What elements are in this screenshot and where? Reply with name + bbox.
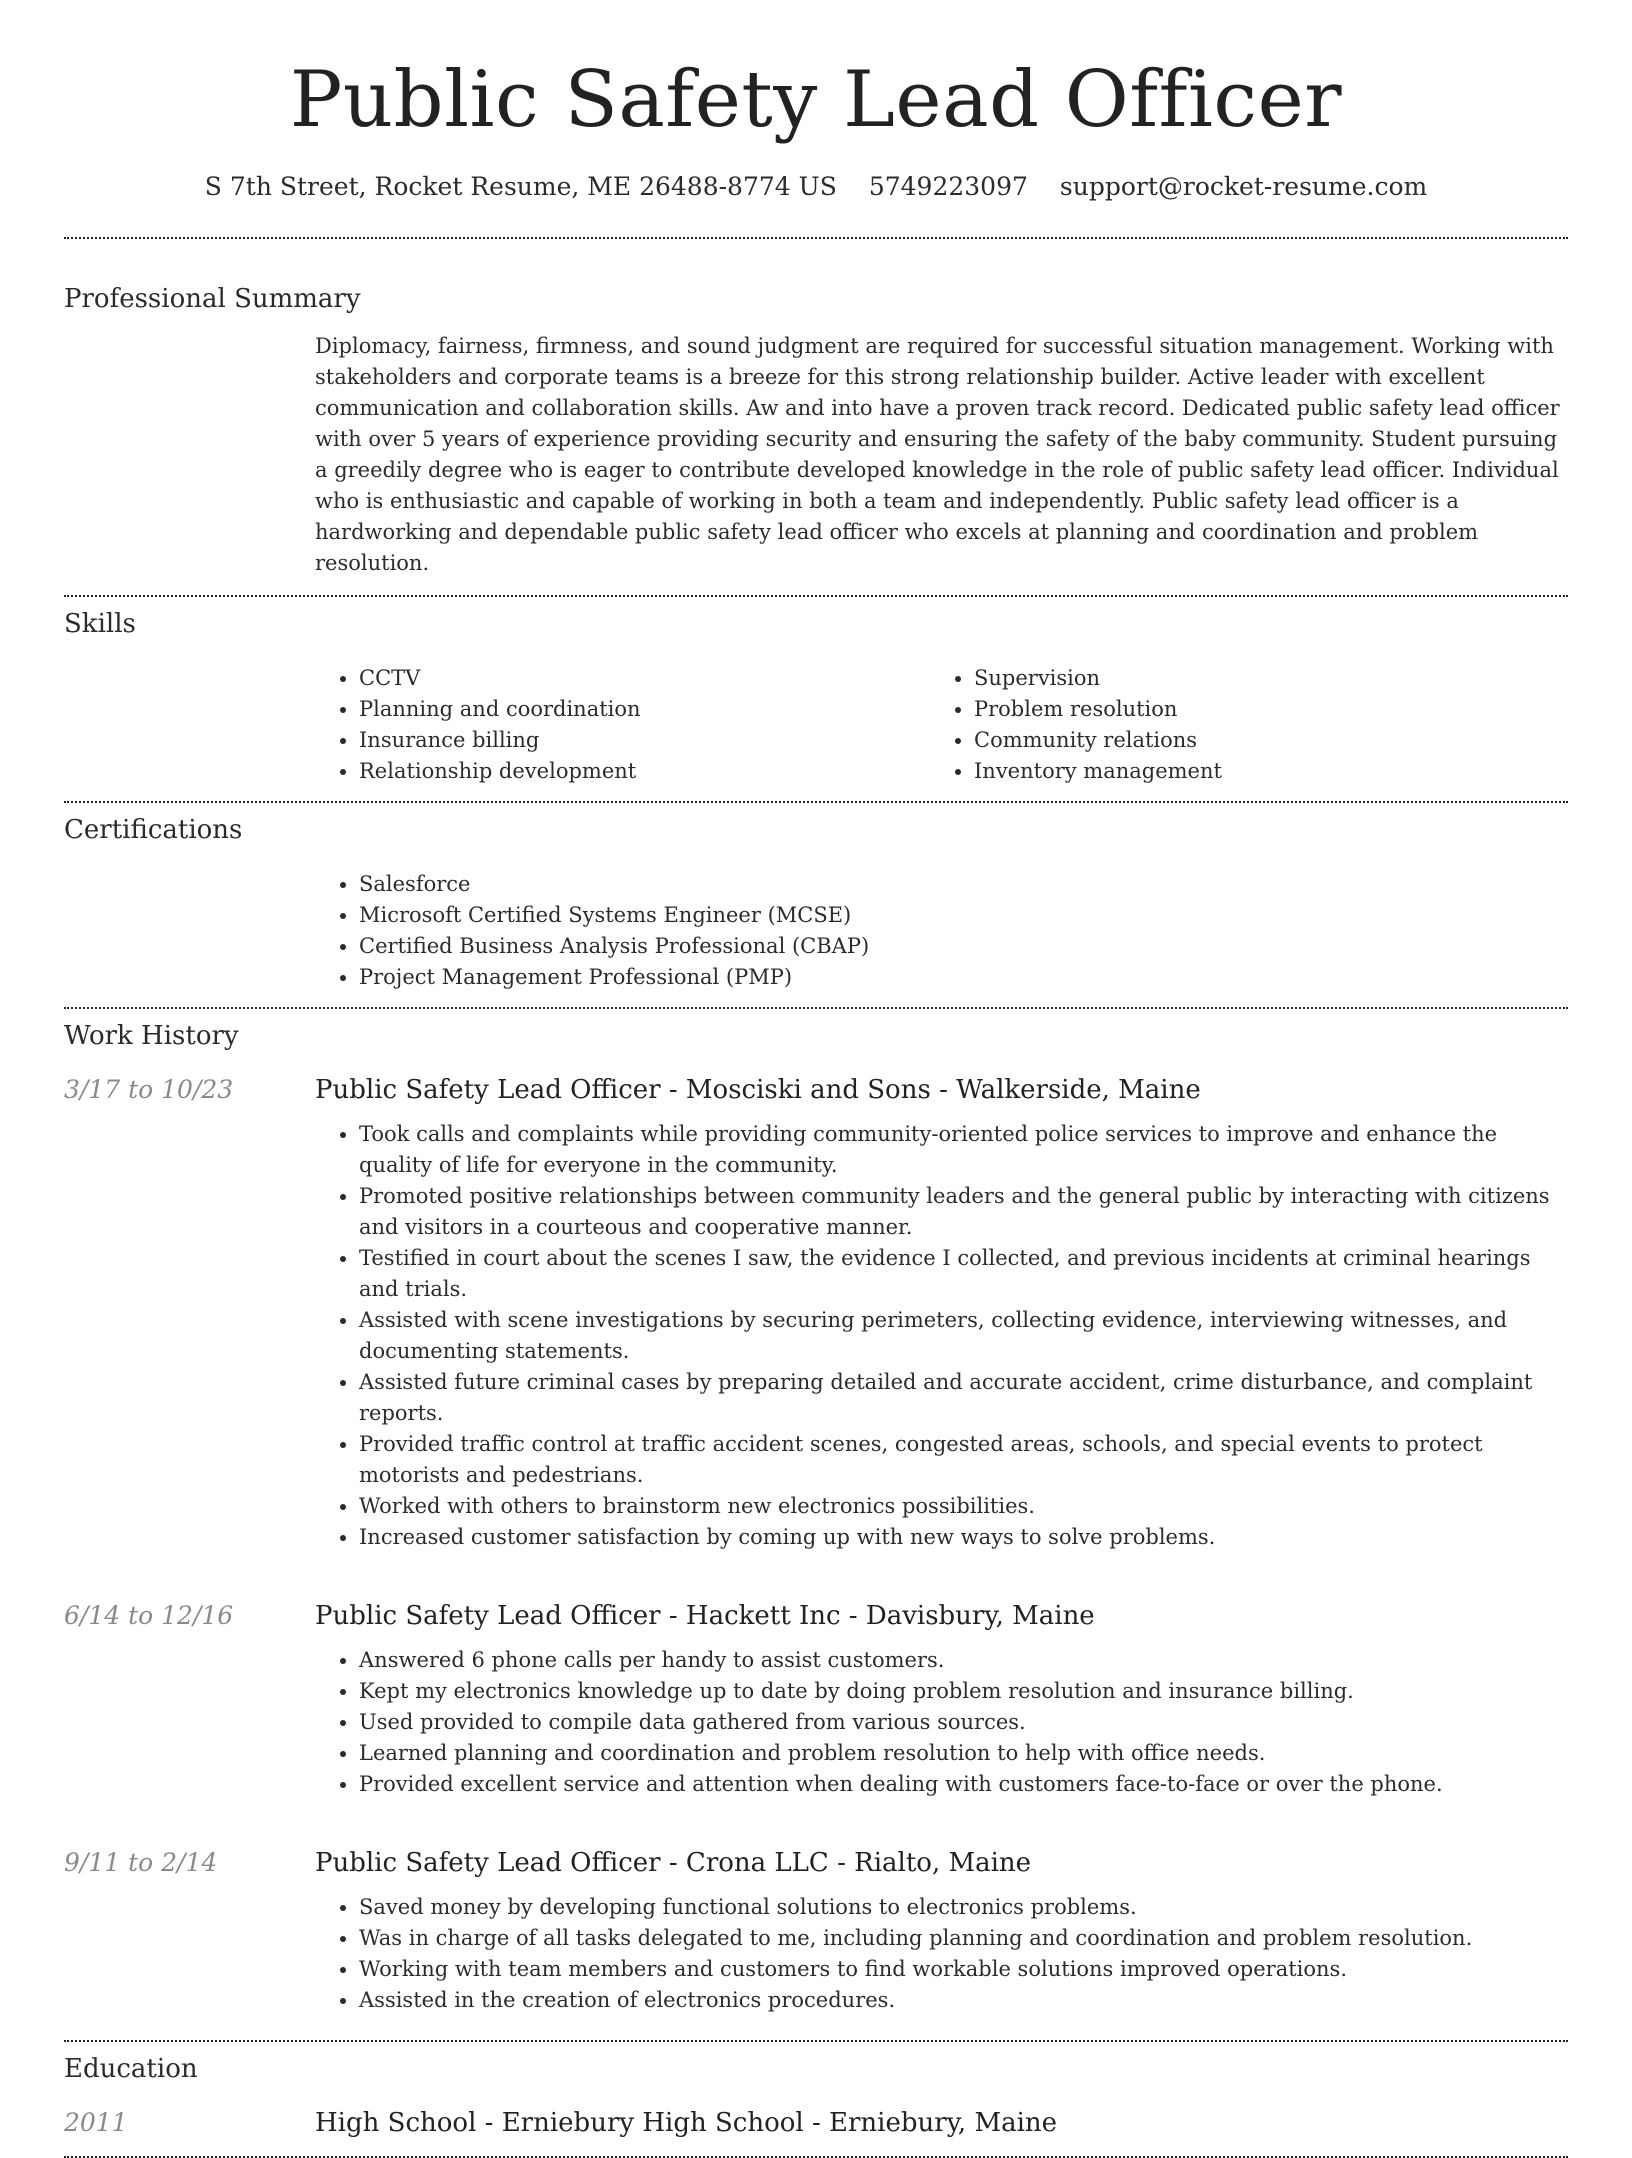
certification-item: • Project Management Professional (PMP) xyxy=(359,962,1568,993)
certification-item: • Microsoft Certified Systems Engineer (MCSE) xyxy=(359,900,1568,931)
skills-column-left xyxy=(315,663,930,787)
contact-line xyxy=(64,172,1568,201)
job-bullet: • Worked with others to brainstorm new electronics possibilities. xyxy=(359,1491,1568,1522)
summary-section xyxy=(64,239,1568,595)
skill-item: • CCTV xyxy=(359,663,930,694)
skill-item: • Planning and coordination xyxy=(359,694,930,725)
job-bullets xyxy=(315,1119,1568,1553)
skills-section xyxy=(64,597,1568,801)
skills-columns xyxy=(315,663,1568,801)
skill-item: • Supervision xyxy=(974,663,1545,694)
resume-header xyxy=(64,0,1568,201)
job-bullet: • Assisted in the creation of electronics procedures. xyxy=(359,1985,1568,2016)
job-entry xyxy=(64,1599,1568,1824)
job-details xyxy=(315,1645,1568,1824)
work-history-heading: Work History xyxy=(64,1021,239,1051)
summary-text: Diplomacy, fairness, firmness, and sound judgment are required for successful situation management. Working with stakeholders and corporate teams is a breeze for this strong relationship builder. Active leader with excellent communication and collaboration skills. Aw and into have a proven track record. Dedicated public safety lead officer with over 5 years of experience providing security and ensuring the safety of the baby community. Student pursuing a greedily degree who is eager to contribute developed knowledge in the role of public safety lead officer. Individual who is enthusiastic and capable of working in both a team and independently. Public safety lead officer is a hardworking and dependable public safety lead officer who excels at planning and coordination and problem resolution. xyxy=(315,334,1560,575)
certifications-list xyxy=(315,869,1568,993)
job-bullet: • Provided traffic control at traffic accident scenes, congested areas, schools, and special events to protect motorists and pedestrians. xyxy=(359,1429,1568,1491)
job-dates: 3/17 to 10/23 xyxy=(64,1075,234,1104)
job-bullet: • Promoted positive relationships between community leaders and the general public by interacting with citizens and visitors in a courteous and cooperative manner. xyxy=(359,1181,1568,1243)
job-entry xyxy=(64,1073,1568,1577)
skills-list-left xyxy=(315,663,930,787)
job-bullet: • Was in charge of all tasks delegated to me, including planning and coordination and problem resolution. xyxy=(359,1923,1568,1954)
skill-item: • Problem resolution xyxy=(974,694,1545,725)
job-bullet: • Working with team members and customers to find workable solutions improved operations. xyxy=(359,1954,1568,1985)
skills-list-right xyxy=(930,663,1545,787)
job-dates: 9/11 to 2/14 xyxy=(64,1848,218,1877)
job-bullet: • Saved money by developing functional solutions to electronics problems. xyxy=(359,1892,1568,1923)
summary-heading: Professional Summary xyxy=(64,284,361,314)
skills-column-right xyxy=(930,663,1545,787)
certification-item: • Salesforce xyxy=(359,869,1568,900)
job-title: Public Safety Lead Officer - Crona LLC - Rialto, Maine xyxy=(315,1848,1032,1878)
education-section xyxy=(64,2042,1568,2156)
certifications-section xyxy=(64,803,1568,1007)
job-bullets xyxy=(315,1892,1568,2016)
job-bullet: • Used provided to compile data gathered from various sources. xyxy=(359,1707,1568,1738)
contact-address: S 7th Street, Rocket Resume, ME 26488-8774 US xyxy=(204,172,837,201)
skills-heading: Skills xyxy=(64,609,136,639)
skill-item: • Insurance billing xyxy=(359,725,930,756)
job-dates: 6/14 to 12/16 xyxy=(64,1601,234,1630)
job-bullet: • Assisted with scene investigations by securing perimeters, collecting evidence, interviewing witnesses, and documenting statements. xyxy=(359,1305,1568,1367)
job-bullets xyxy=(315,1645,1568,1800)
education-heading: Education xyxy=(64,2054,198,2084)
job-bullet: • Kept my electronics knowledge up to date by doing problem resolution and insurance billing. xyxy=(359,1676,1568,1707)
job-bullet: • Learned planning and coordination and problem resolution to help with office needs. xyxy=(359,1738,1568,1769)
job-details xyxy=(315,1119,1568,1577)
job-details xyxy=(315,1892,1568,2040)
certifications-content xyxy=(315,869,1568,1007)
certifications-heading: Certifications xyxy=(64,815,243,845)
skill-item: • Relationship development xyxy=(359,756,930,787)
job-entry xyxy=(64,1846,1568,2040)
candidate-name: Public Safety Lead Officer xyxy=(289,55,1343,145)
contact-phone: 5749223097 xyxy=(868,172,1028,201)
work-history-section xyxy=(64,1009,1568,2040)
job-bullet: • Assisted future criminal cases by preparing detailed and accurate accident, crime disturbance, and complaint reports. xyxy=(359,1367,1568,1429)
contact-email: support@rocket-resume.com xyxy=(1059,172,1428,201)
job-title: Public Safety Lead Officer - Mosciski and Sons - Walkerside, Maine xyxy=(315,1075,1201,1105)
job-title: Public Safety Lead Officer - Hackett Inc - Davisbury, Maine xyxy=(315,1601,1095,1631)
skill-item: • Community relations xyxy=(974,725,1545,756)
education-year: 2011 xyxy=(64,2108,128,2137)
job-bullet: • Took calls and complaints while providing community-oriented police services to improve and enhance the quality of life for everyone in the community. xyxy=(359,1119,1568,1181)
job-bullet: • Testified in court about the scenes I saw, the evidence I collected, and previous incidents at criminal hearings and trials. xyxy=(359,1243,1568,1305)
skill-item: • Inventory management xyxy=(974,756,1545,787)
job-bullet: • Provided excellent service and attention when dealing with customers face-to-face or over the phone. xyxy=(359,1769,1568,1800)
certification-item: • Certified Business Analysis Professional (CBAP) xyxy=(359,931,1568,962)
education-title: High School - Erniebury High School - Erniebury, Maine xyxy=(315,2108,1058,2138)
education-entry xyxy=(64,2106,1568,2156)
job-bullet: • Increased customer satisfaction by coming up with new ways to solve problems. xyxy=(359,1522,1568,1553)
job-bullet: • Answered 6 phone calls per handy to assist customers. xyxy=(359,1645,1568,1676)
